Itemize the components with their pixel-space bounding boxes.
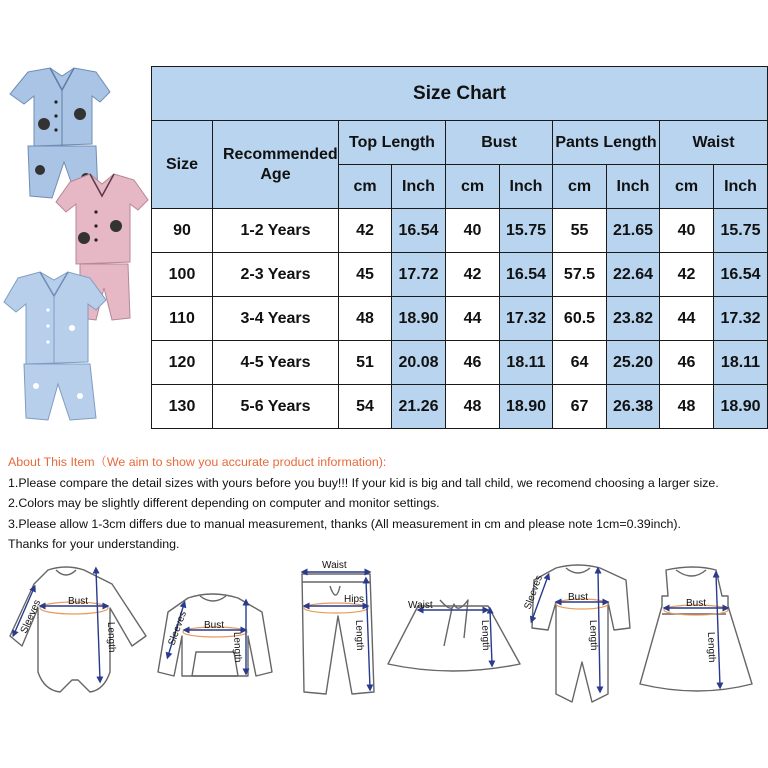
table-row bbox=[152, 253, 768, 297]
bust-label: Bust bbox=[686, 598, 707, 609]
age-cell: 3-4 Years bbox=[213, 297, 339, 341]
size-cell: 110 bbox=[152, 297, 213, 341]
waist-inch-cell: 16.54 bbox=[714, 253, 768, 297]
pants-inch-cell: 26.38 bbox=[607, 385, 660, 429]
length-label: Length bbox=[231, 631, 244, 663]
waist-cm-cell: 46 bbox=[660, 341, 714, 385]
size-cell: 90 bbox=[152, 209, 213, 253]
pants-inch-cell: 22.64 bbox=[607, 253, 660, 297]
product-notes bbox=[8, 452, 768, 555]
note-line: Thanks for your understanding. bbox=[8, 537, 180, 552]
top-cm-cell: 54 bbox=[339, 385, 392, 429]
waist-inch-cell: 18.11 bbox=[714, 341, 768, 385]
top-inch-cell: 18.90 bbox=[392, 297, 446, 341]
pants-cm-cell: 67 bbox=[553, 385, 607, 429]
waist-inch-cell: 18.90 bbox=[714, 385, 768, 429]
bust-inch-cell: 17.32 bbox=[500, 297, 553, 341]
bust-label: Bust bbox=[204, 620, 225, 631]
pants-cm-cell: 60.5 bbox=[553, 297, 607, 341]
pants-length-header: Pants Length bbox=[553, 121, 660, 165]
bust-cm-cell: 46 bbox=[446, 341, 500, 385]
pants-inch-cell: 21.65 bbox=[607, 209, 660, 253]
table-row bbox=[152, 341, 768, 385]
light-blue-pajama-set-icon bbox=[4, 272, 106, 420]
waist-cm-cell: 40 bbox=[660, 209, 714, 253]
age-cell: 4-5 Years bbox=[213, 341, 339, 385]
pants-cm-cell: 57.5 bbox=[553, 253, 607, 297]
unit-inch-header: Inch bbox=[392, 165, 446, 209]
bust-label: Bust bbox=[68, 596, 89, 607]
hips-label: Hips bbox=[344, 594, 365, 605]
top-inch-cell: 17.72 bbox=[392, 253, 446, 297]
bust-cm-cell: 44 bbox=[446, 297, 500, 341]
unit-cm-header: cm bbox=[339, 165, 392, 209]
bust-header: Bust bbox=[446, 121, 553, 165]
waist-cm-cell: 48 bbox=[660, 385, 714, 429]
length-label: Length bbox=[105, 621, 118, 653]
pants-inch-cell: 23.82 bbox=[607, 297, 660, 341]
size-header: Size bbox=[152, 121, 213, 209]
product-photo bbox=[0, 66, 150, 426]
size-cell: 120 bbox=[152, 341, 213, 385]
note-line: 2.Colors may be slightly different depending on computer and monitor settings. bbox=[8, 496, 440, 511]
table-title: Size Chart bbox=[152, 67, 768, 121]
bust-cm-cell: 42 bbox=[446, 253, 500, 297]
sleeves-label: Sleeves bbox=[166, 609, 189, 648]
top-cm-cell: 42 bbox=[339, 209, 392, 253]
top-inch-cell: 21.26 bbox=[392, 385, 446, 429]
pants-inch-cell: 25.20 bbox=[607, 341, 660, 385]
top-cm-cell: 45 bbox=[339, 253, 392, 297]
romper-icon bbox=[532, 565, 630, 702]
pants-cm-cell: 64 bbox=[553, 341, 607, 385]
top-length-header: Top Length bbox=[339, 121, 446, 165]
length-label: Length bbox=[353, 619, 366, 651]
note-line: 1.Please compare the detail sizes with yours before you buy!!! If your kid is big and tall child, we recomend choosing a larger size. bbox=[8, 475, 719, 490]
length-label: Length bbox=[587, 619, 600, 651]
waist-label: Waist bbox=[408, 600, 433, 611]
waist-inch-cell: 17.32 bbox=[714, 297, 768, 341]
size-chart-table bbox=[151, 66, 768, 429]
sleeves-label: Sleeves bbox=[18, 598, 44, 636]
top-inch-cell: 20.08 bbox=[392, 341, 446, 385]
top-cm-cell: 48 bbox=[339, 297, 392, 341]
bust-cm-cell: 48 bbox=[446, 385, 500, 429]
unit-inch-header: Inch bbox=[500, 165, 553, 209]
bust-cm-cell: 40 bbox=[446, 209, 500, 253]
size-cell: 130 bbox=[152, 385, 213, 429]
waist-inch-cell: 15.75 bbox=[714, 209, 768, 253]
unit-cm-header: cm bbox=[553, 165, 607, 209]
notes-heading: About This Item（We aim to show you accurate product information): bbox=[8, 455, 387, 469]
unit-inch-header: Inch bbox=[607, 165, 660, 209]
waist-cm-cell: 42 bbox=[660, 253, 714, 297]
measurement-diagrams bbox=[0, 556, 768, 716]
table-row bbox=[152, 385, 768, 429]
sleeves-label: Sleeves bbox=[522, 573, 545, 612]
unit-cm-header: cm bbox=[446, 165, 500, 209]
age-cell: 1-2 Years bbox=[213, 209, 339, 253]
unit-inch-header: Inch bbox=[714, 165, 768, 209]
top-inch-cell: 16.54 bbox=[392, 209, 446, 253]
bust-inch-cell: 16.54 bbox=[500, 253, 553, 297]
unit-cm-header: cm bbox=[660, 165, 714, 209]
length-label: Length bbox=[705, 631, 718, 663]
length-label: Length bbox=[479, 619, 492, 651]
pants-cm-cell: 55 bbox=[553, 209, 607, 253]
table-row bbox=[152, 297, 768, 341]
age-cell: 5-6 Years bbox=[213, 385, 339, 429]
bust-inch-cell: 15.75 bbox=[500, 209, 553, 253]
age-header: Recommended Age bbox=[213, 121, 339, 209]
age-cell: 2-3 Years bbox=[213, 253, 339, 297]
top-cm-cell: 51 bbox=[339, 341, 392, 385]
note-line: 3.Please allow 1-3cm differs due to manual measurement, thanks (All measurement in cm and please note 1cm=0.39inch). bbox=[8, 516, 681, 531]
bust-inch-cell: 18.90 bbox=[500, 385, 553, 429]
table-row bbox=[152, 209, 768, 253]
dress-icon bbox=[640, 567, 752, 691]
waist-cm-cell: 44 bbox=[660, 297, 714, 341]
bust-label: Bust bbox=[568, 592, 589, 603]
size-cell: 100 bbox=[152, 253, 213, 297]
bust-inch-cell: 18.11 bbox=[500, 341, 553, 385]
waist-label: Waist bbox=[322, 560, 347, 571]
waist-header: Waist bbox=[660, 121, 768, 165]
